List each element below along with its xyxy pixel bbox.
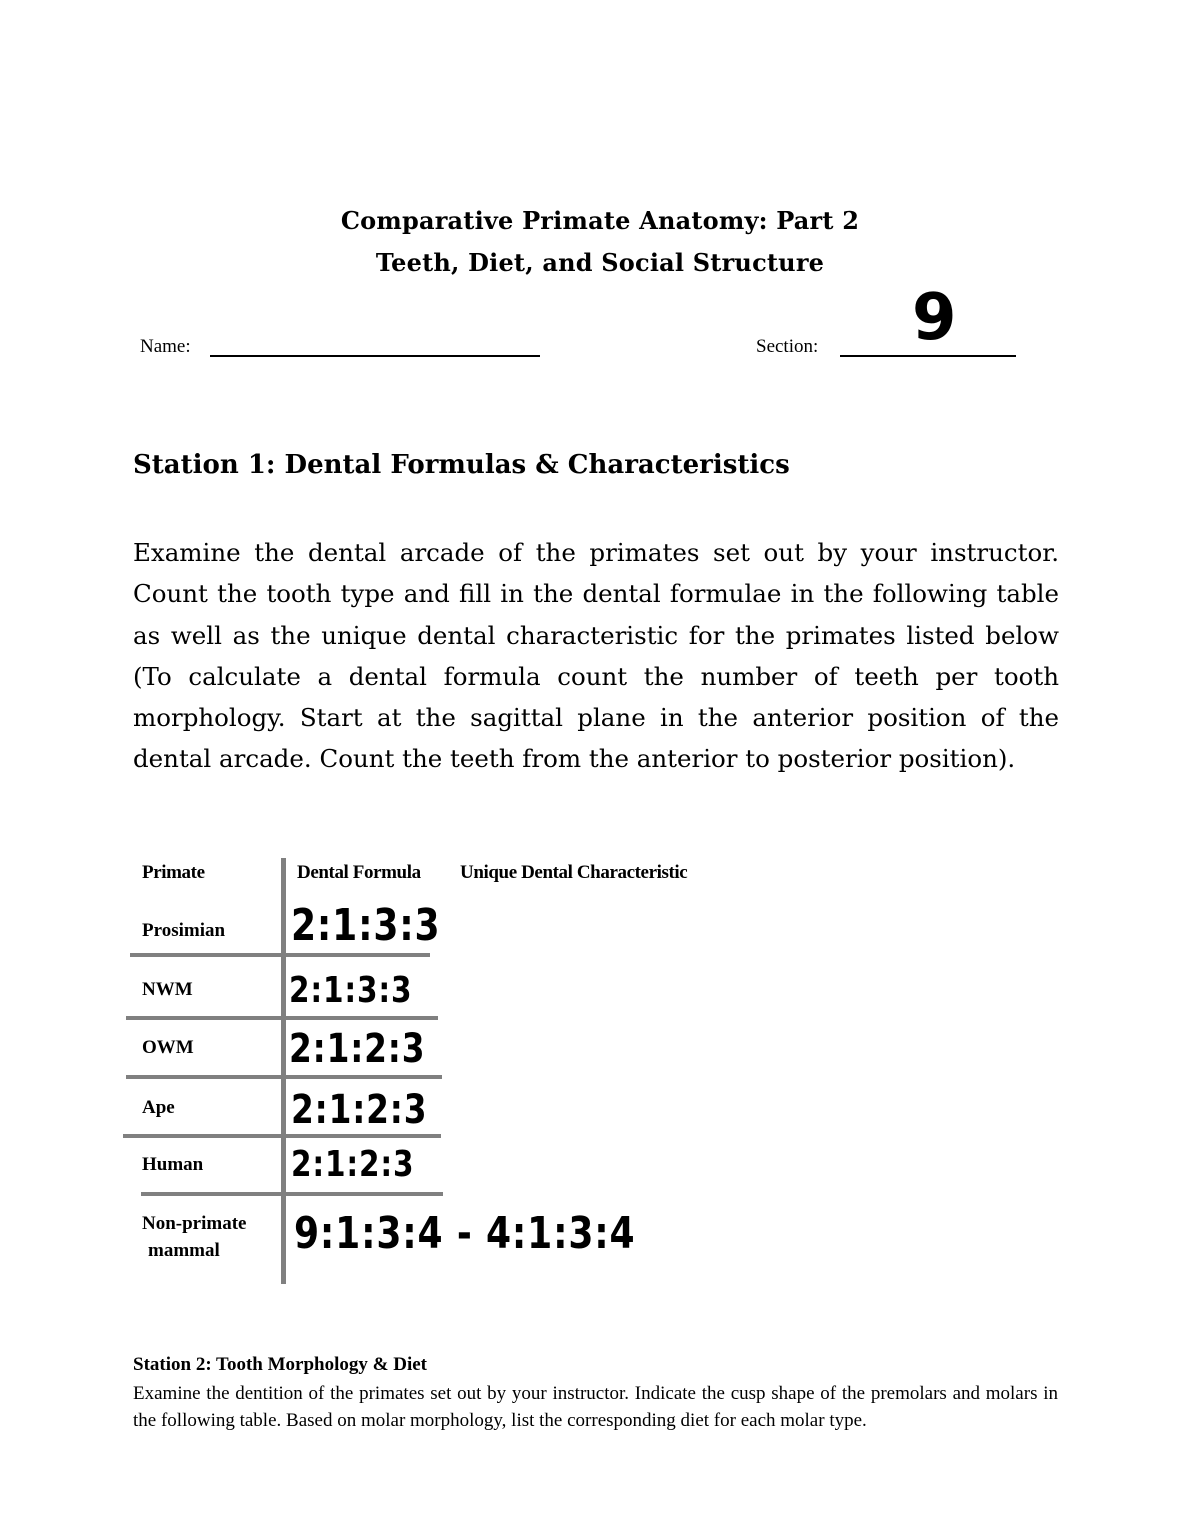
- row-label-human: Human: [142, 1154, 204, 1175]
- station1-heading: Station 1: Dental Formulas & Characteristics: [133, 450, 790, 480]
- page-subtitle: Teeth, Diet, and Social Structure: [375, 248, 825, 277]
- section-field[interactable]: [840, 355, 1016, 357]
- row-label-mammal: mammal: [148, 1240, 220, 1261]
- formula-human: 2:1:2:3: [291, 1144, 415, 1185]
- row-label-non-primate: Non-primate: [142, 1213, 247, 1234]
- section-label: Section:: [756, 336, 819, 357]
- row-divider: [123, 1134, 441, 1138]
- row-label-ape: Ape: [142, 1097, 175, 1118]
- formula-prosimian: 2:1:3:3: [291, 900, 441, 951]
- row-label-owm: OWM: [142, 1037, 194, 1058]
- page-title: Comparative Primate Anatomy: Part 2: [340, 206, 860, 235]
- station2-heading: Station 2: Tooth Morphology & Diet: [133, 1354, 427, 1375]
- table-column-divider: [281, 858, 286, 1284]
- row-label-prosimian: Prosimian: [142, 920, 226, 941]
- table-header-characteristic: Unique Dental Characteristic: [460, 862, 688, 883]
- section-handwritten-value: 9: [912, 281, 957, 355]
- table-header-primate: Primate: [142, 862, 205, 883]
- name-field[interactable]: [210, 355, 540, 357]
- station2-instructions: Examine the dentition of the primates set out by your instructor. Indicate the cusp shape of the premolars and molars in the following table. Based on molar morphology, list the corresponding diet for each molar type.: [133, 1383, 1058, 1431]
- table-header-formula: Dental Formula: [297, 862, 421, 883]
- formula-nwm: 2:1:3:3: [289, 970, 413, 1011]
- formula-owm: 2:1:2:3: [289, 1026, 426, 1072]
- formula-ape: 2:1:2:3: [291, 1087, 428, 1133]
- station1-instructions: Examine the dental arcade of the primates set out by your instructor. Count the tooth type and fill in the dental formulae in the following table as well as the unique dental characteristic for the primates listed below (To calculate a dental formula count the number of teeth per tooth morphology. Start at the sagittal plane in the anterior position of the dental arcade. Count the teeth from the anterior to posterior position).: [133, 538, 1059, 774]
- row-divider: [126, 1075, 442, 1079]
- row-divider: [130, 953, 430, 957]
- formula-non-primate-mammal: 9:1:3:4 - 4:1:3:4: [294, 1208, 636, 1259]
- name-label: Name:: [140, 336, 191, 357]
- row-label-nwm: NWM: [142, 979, 193, 1000]
- row-divider: [126, 1016, 438, 1020]
- row-divider: [141, 1192, 443, 1196]
